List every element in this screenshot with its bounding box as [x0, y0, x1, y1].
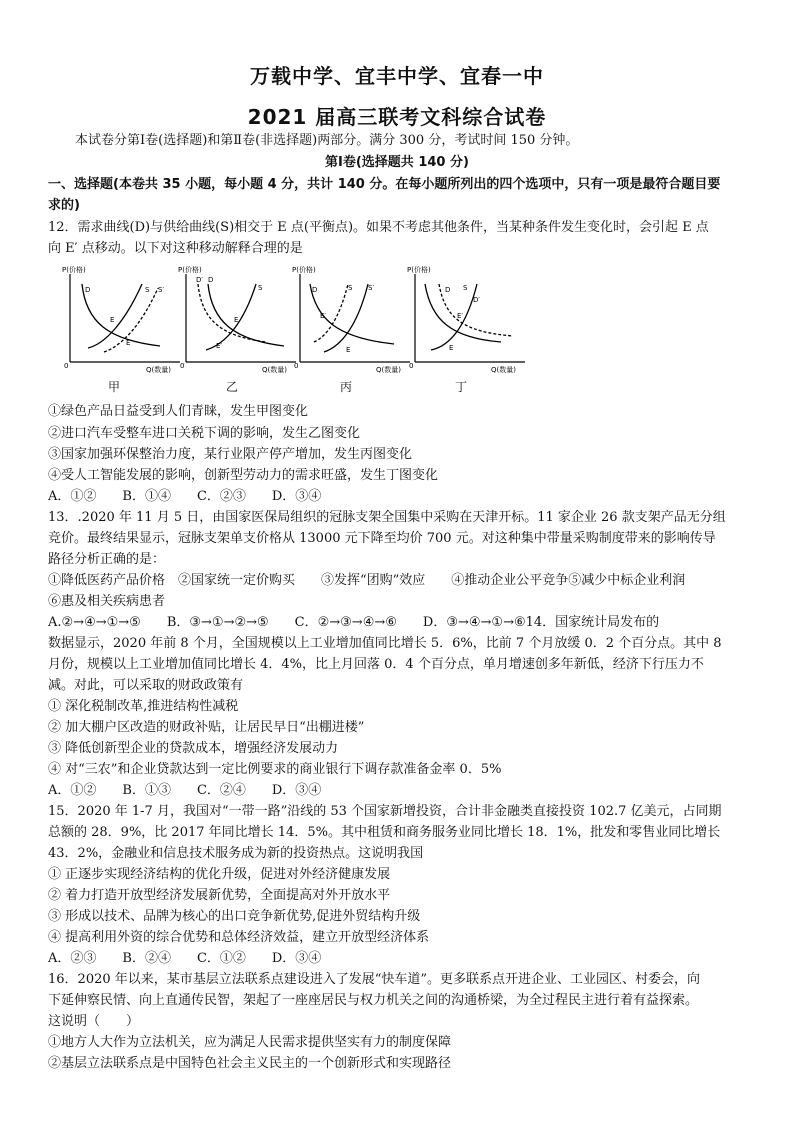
q14-item-2: ② 加大棚户区改造的财政补贴，让居民早日“出棚进楼” [48, 720, 365, 735]
q15-item-2: ② 着力打造开放型经济发展新优势，全面提高对外开放水平 [48, 888, 391, 903]
curve-d-label: D [85, 286, 91, 294]
point-e-prime-label: E′ [216, 342, 223, 350]
q15-stem-line3: 43．2%，金融业和信息技术服务成为新的投资热点。这说明我国 [48, 846, 424, 861]
curve-s-prime-label: S′ [158, 286, 165, 294]
graph-label-yi: 乙 [226, 380, 239, 394]
origin-label: 0 [180, 362, 185, 370]
point-e-label: E [449, 344, 454, 352]
origin-label: 0 [64, 362, 69, 370]
point-e-prime-label: E′ [457, 312, 464, 320]
q16-item-2: ②基层立法联系点是中国特色社会主义民主的一个创新形式和实现路径 [48, 1056, 452, 1071]
curve-d-label: D [445, 286, 451, 294]
q13-stem-line2: 竞价。最终结果显示，冠脉支架单支价格从 13000 元下降至均价 700 元。对这种集中带量采购制度带来的影响传导 [48, 531, 716, 546]
graph-label-jia: 甲 [108, 380, 121, 394]
graph-yi [176, 262, 301, 377]
graph-label-ding: 丁 [455, 380, 468, 394]
q16-stem-line1: 16．2020 年以来，某市基层立法联系点建设进入了发展“快车道”。更多联系点开进企业、工业园区、村委会，向 [48, 972, 701, 987]
q12-item-4: ④受人工智能发展的影响，创新型劳动力的需求旺盛，发生丁图变化 [48, 468, 439, 483]
x-axis-label: Q(数量) [262, 366, 287, 374]
x-axis-label: Q(数量) [491, 366, 516, 374]
part1-heading: 第Ⅰ卷(选择题共 140 分) [325, 155, 469, 170]
q14-options: A．①② B．①③ C．②④ D．③④ [48, 783, 322, 798]
q12-options: A．①② B．①④ C．②③ D．③④ [48, 489, 322, 504]
q13-items-line2: ⑥惠及相关疾病患者 [48, 594, 166, 609]
school-names: 万载中学、宜丰中学、宜春一中 [250, 64, 544, 88]
q12-stem-line1: 12．需求曲线(D)与供给曲线(S)相交于 E 点(平衡点)。如果不考虑其他条件，当某种条件发生变化时，会引起 E 点 [48, 220, 709, 235]
point-e-label: E [234, 316, 239, 324]
q14-item-4: ④ 对“三农”和企业贷款达到一定比例要求的商业银行下调存款准备金率 0．5% [48, 762, 502, 777]
graph-jia [60, 262, 185, 377]
q13-items-line1: ①降低医药产品价格 ②国家统一定价购买 ③发挥“团购”效应 ④推动企业公平竞争⑤减少中标企业利润 [48, 573, 686, 588]
intro-text: 本试卷分第Ⅰ卷(选择题)和第Ⅱ卷(非选择题)两部分。满分 300 分，考试时间 150 分钟。 [75, 133, 579, 148]
y-axis-label: P(价格) [62, 266, 86, 274]
curve-d-label: D [208, 276, 214, 284]
graph-ding [405, 262, 530, 377]
section1-line2: 求的) [48, 198, 80, 213]
q13-stem-line3: 路径分析正确的是： [48, 552, 166, 567]
q14-stem-line2: 月份，规模以上工业增加值同比增长 4．4%，比上月回落 0．4 个百分点，单月增速创多年新低，经济下行压力不 [48, 657, 704, 672]
curve-s-label: S [463, 284, 468, 292]
q15-stem-line2: 总额的 28．9%，比 2017 年同比增长 14．5%。其中租赁和商务服务业同比增长 18．1%，批发和零售业同比增长 [48, 825, 721, 840]
y-axis-label: P(价格) [292, 266, 316, 274]
curve-d-prime-label: D′ [473, 296, 480, 304]
q14-stem-line1: 数据显示，2020 年前 8 个月，全国规模以上工业增加值同比增长 5．6%，比前 7 个月放缓 0．2 个百分点。其中 8 [48, 636, 722, 651]
q14-item-1: ① 深化税制改革,推进结构性减税 [48, 699, 239, 714]
point-e-prime-label: E′ [320, 312, 327, 320]
q15-stem-line1: 15．2020 年 1-7 月，我国对“一带一路”沿线的 53 个国家新增投资，合计非金融类直接投资 102.7 亿美元，占同期 [48, 804, 722, 819]
q15-item-4: ④ 提高利用外资的综合优势和总体经济效益，建立开放型经济体系 [48, 930, 430, 945]
graph-bing [290, 262, 415, 377]
q16-item-1: ①地方人大作为立法机关，应为满足人民需求提供坚实有力的制度保障 [48, 1035, 452, 1050]
q16-stem-line2: 下延伸察民情、向上直通传民智，架起了一座座居民与权力机关之间的沟通桥梁，为全过程民主进行着有益探索。 [48, 993, 699, 1008]
section1-line1: 一、选择题(本卷共 35 小题，每小题 4 分，共计 140 分。在每小题所列出的四个选项中，只有一项是最符合题目要 [48, 177, 721, 192]
curve-s-label: S [258, 284, 263, 292]
q16-stem-line3: 这说明（ ） [48, 1014, 140, 1029]
point-e-label: E [110, 316, 115, 324]
point-e-label: E [346, 346, 351, 354]
curve-d-prime-label: D′ [196, 276, 203, 284]
q15-item-3: ③ 形成以技术、品牌为核心的出口竞争新优势,促进外贸结构升级 [48, 909, 421, 924]
q12-item-3: ③国家加强环保整治力度，某行业限产停产增加，发生丙图变化 [48, 447, 413, 462]
y-axis-label: P(价格) [407, 266, 431, 274]
curve-s-prime-label: S′ [368, 284, 375, 292]
q12-item-2: ②进口汽车受整车进口关税下调的影响，发生乙图变化 [48, 426, 361, 441]
origin-label: 0 [294, 362, 299, 370]
curve-s-label: S [348, 284, 353, 292]
curve-s-label: S [145, 286, 150, 294]
origin-label: 0 [409, 362, 414, 370]
exam-title: 2021 届高三联考文科综合试卷 [247, 105, 547, 129]
q15-options: A．②③ B．②④ C．①② D．③④ [48, 951, 322, 966]
q13-options: A.②→④→①→⑤ B．③→①→②→⑤ C．②→③→④→⑥ D．③→④→①→⑥14．国家统计局发布的 [48, 615, 660, 630]
point-e-prime-label: E′ [126, 339, 133, 347]
q12-item-1: ①绿色产品日益受到人们青睐，发生甲图变化 [48, 404, 309, 419]
q14-stem-line3: 减。对此，可以采取的财政政策有 [48, 678, 244, 693]
y-axis-label: P(价格) [178, 266, 202, 274]
q13-stem-line1: 13．.2020 年 11 月 5 日，由国家医保局组织的冠脉支架全国集中采购在天津开标。11 家企业 26 款支架产品无分组 [48, 510, 726, 525]
curve-d-label: D [312, 286, 318, 294]
q15-item-1: ① 正逐步实现经济结构的优化升级，促进对外经济健康发展 [48, 867, 391, 882]
q12-stem-line2: 向 E′ 点移动。以下对这种移动解释合理的是 [48, 241, 303, 256]
graph-label-bing: 丙 [340, 380, 353, 394]
x-axis-label: Q(数量) [146, 366, 171, 374]
q14-item-3: ③ 降低创新型企业的贷款成本，增强经济发展动力 [48, 741, 339, 756]
x-axis-label: Q(数量) [376, 366, 401, 374]
